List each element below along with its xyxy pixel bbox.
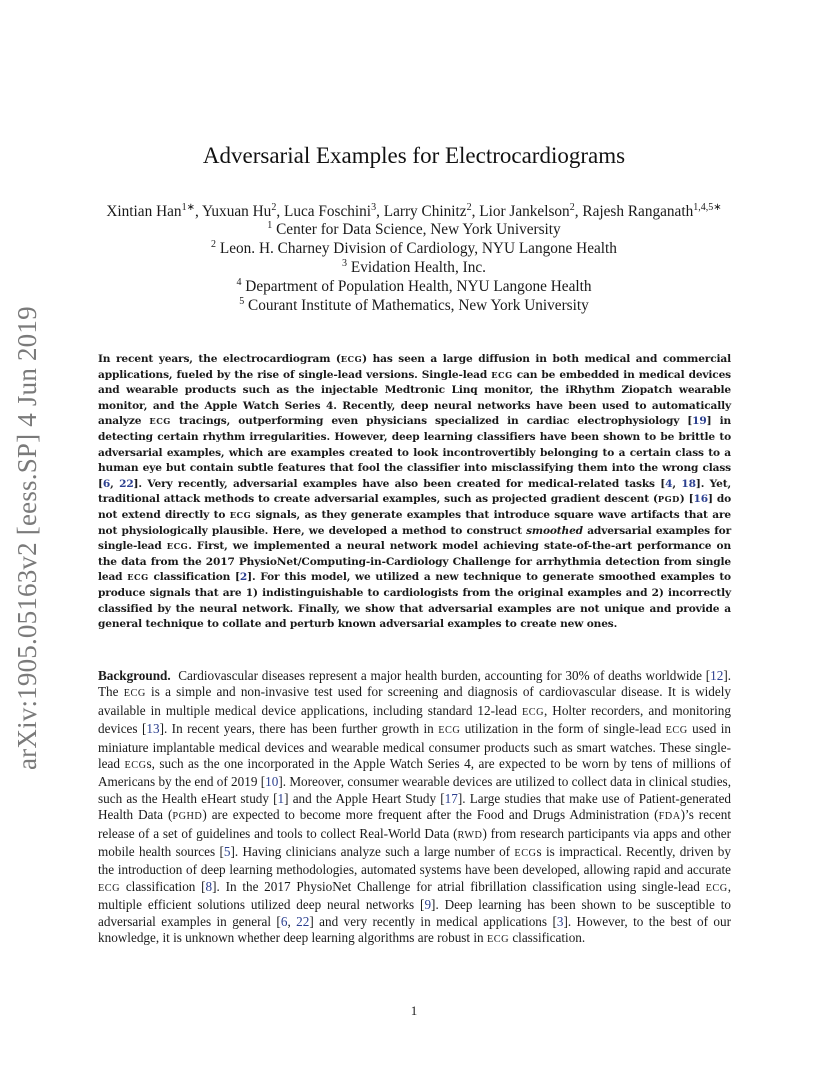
author-name: Luca Foschini [283,203,372,221]
acronym: PGD [657,494,680,505]
citation-link[interactable]: 6 [280,913,288,929]
background-paragraph: Background. Cardiovascular diseases represent a major health burden, accounting for 30% of deaths worldwide [12]. The ECG is a simple and non-invasive test used for screening and diagnosis of cardiovascular disease. It is widely available in multiple medical device applications, including standard 12-lead ECG, Holter recorders, and monitoring devices [13]. In recent years, there has been further growth in ECG utilization in the form of single-lead ECG used in miniature implantable medical devices and wearable medical consumer products such as smart watches. These single-lead ECGs, such as the one incorporated in the Apple Watch Series 4, are expected to be worn by tens of millions of Americans by the end of 2019 [10]. Moreover, consumer wearable devices are utilized to collect data in clinical studies, such as the Health eHeart study [1] and the Apple Heart Study [17]. Large studies that make use of Patient-generated Health Data (PGHD) are expected to become more frequent after the Food and Drugs Administration (FDA)’s recent release of a set of guidelines and tools to collect Real-World Data (RWD) from research participants via apps and other mobile health sources [5]. Having clinicians analyze such a large number of ECGs is impractical. Recently, driven by the introduction of deep learning methodologies, automated systems have been developed, allowing rapid and accurate ECG classification [8]. In the 2017 PhysioNet Challenge for atrial fibrillation classification using single-lead ECG, multiple efficient solutions utilized deep neural networks [9]. Deep learning has been shown to be susceptible to adversarial examples in general [6, 22] and very recently in medical applications [3]. However, to the best of our knowledge, it is unknown whether deep learning algorithms are robust in ECG classification. [98,668,732,946]
affiliation-text: Department of Population Health, NYU Langone Health [241,278,592,296]
author-affiliation-marker: 2 [569,202,575,213]
author-affiliation-marker: 1,4,5∗ [693,202,722,213]
citation-link[interactable]: 13 [146,721,160,737]
citation-link[interactable]: 10 [265,774,279,790]
citation-link[interactable]: 6 [102,477,111,490]
citation-link[interactable]: 22 [119,477,134,490]
abstract: In recent years, the electrocardiogram (ECG) has seen a large diffusion in both medical and commercial applications, fueled by the rise of single-lead versions. Single-lead ECG can be embedded in medical devices and wearable products such as the injectable Medtronic Linq monitor, the iRhythm Ziopatch wearable monitor, and the Apple Watch Series 4. Recently, deep neural networks have been used to automatically analyze ECG tracings, outperforming even physicians specialized in cardiac electrophysiology [19] in detecting certain rhythm irregularities. However, deep learning classifiers have been shown to be brittle to adversarial examples, which are examples created to look incontrovertibly belonging to a certain class to a human eye but contain subtle features that fool the classifier into misclassifying them into the wrong class [6, 22]. Very recently, adversarial examples have also been created for medical-related tasks [4, 18]. Yet, traditional attack methods to create adversarial examples, such as projected gradient descent (PGD) [16] do not extend directly to ECG signals, as they generate examples that introduce square wave artifacts that are not physiologically plausible. Here, we developed a method to construct smoothed adversarial examples for single-lead ECG. First, we implemented a neural network model achieving state-of-the-art performance on the data from the 2017 PhysioNet/Computing-in-Cardiology Challenge for arrhythmia detection from single lead ECG classification [2]. For this model, we utilized a new technique to generate smoothed examples to produce signals that are 1) indistinguishable to cardiologists from the original examples and 2) incorrectly classified by the neural network. Finally, we show that adversarial examples are not unique and provide a general technique to collate and perturb known adversarial examples to create new ones. [98,353,732,631]
citation-link[interactable]: 5 [223,844,231,860]
acronym: ECG [340,354,363,364]
citation-link[interactable]: 9 [424,897,432,913]
citation-link[interactable]: 12 [710,668,724,683]
acronym: ECG [665,725,688,737]
author-name: Larry Chinitz [383,203,467,221]
acronym: PGHD [172,811,203,823]
citation-link[interactable]: 4 [665,477,673,490]
acronym: ECG [705,882,728,894]
citation-link[interactable]: 3 [556,913,564,929]
citation-link[interactable]: 18 [681,477,696,490]
affiliation-number: 2 [211,239,217,250]
page-number: 1 [410,1003,418,1018]
affiliation-number: 3 [342,258,348,269]
author-list: Xintian Han$^{1∗}$, Yuxuan Hu$^2$, Luca Foschini$^3$, Larry Chinitz$^2$, Lior Jankelson$^2$, Rajesh Ranganath$^{1,4,5∗}$ [106,202,722,221]
author-affiliation-marker: 1∗ [181,202,195,213]
acronym: ECG [486,934,510,946]
affiliation [0,292,828,315]
acronym: ECG [229,509,252,520]
acronym: FDA [658,811,681,823]
acronym: ECG [166,541,189,552]
acronym: ECG [149,416,171,427]
citation-link[interactable]: 22 [296,913,310,929]
author-affiliation-marker: 2 [466,202,472,213]
affiliation-text: Leon. H. Charney Division of Cardiology, NYU Langone Health [216,240,617,258]
acronym: ECG [521,706,545,718]
citation-link[interactable]: 2 [239,571,248,584]
affiliation-number: 4 [236,277,242,288]
author-affiliation-marker: 2 [271,202,277,213]
affiliation-text: Evidation Health, Inc. [347,259,486,277]
acronym: ECG [514,848,537,860]
affiliation-number: 1 [267,220,273,231]
author-name: Lior Jankelson [479,203,570,221]
author-name: Xintian Han [106,203,182,221]
citation-link[interactable]: 8 [205,878,213,894]
citation-link[interactable]: 16 [693,493,708,506]
author-name: Rajesh Ranganath [582,203,694,221]
citation-link[interactable]: 17 [444,790,458,806]
acronym: ECG [127,572,149,583]
affiliation-number: 5 [239,296,245,307]
author-affiliation-marker: 3 [371,202,377,213]
paper-title: Adversarial Examples for Electrocardiograms [202,143,626,168]
acronym: RWD [457,829,483,841]
author-name: Yuxuan Hu [202,203,272,221]
acronym: ECG [491,369,513,380]
arxiv-identifier: arXiv:1905.05163v2 [eess.SP] 4 Jun 2019 [12,306,42,770]
acronym: ECG [124,760,147,772]
affiliation-text: Center for Data Science, New York University [272,221,561,239]
affiliation-text: Courant Institute of Mathematics, New York University [244,297,589,315]
background-heading: Background [98,668,168,683]
acronym: ECG [438,725,461,737]
background-text: Cardiovascular diseases represent a major health burden, accounting for 30% of deaths worldwide [12]. The ECG is a simple and non-invasive test used for screening and diagnosis of cardiovascular disease. It is widely available in multiple medical device applications, including standard 12-lead ECG, Holter recorders, and monitoring devices [13]. In recent years, there has been further growth in ECG utilization in the form of single-lead ECG used in miniature implantable medical devices and wearable medical consumer products such as smart watches. These single-lead ECGs, such as the one incorporated in the Apple Watch Series 4, are expected to be worn by tens of millions of Americans by the end of 2019 [10]. Moreover, consumer wearable devices are utilized to collect data in clinical studies, such as the Health eHeart study [1] and the Apple Heart Study [17]. Large studies that make use of Patient-generated Health Data (PGHD) are expected to become more frequent after the Food and Drugs Administration (FDA)’s recent release of a set of guidelines and tools to collect Real-World Data (RWD) from research participants via apps and other mobile health sources [5]. Having clinicians analyze such a large number of ECGs is impractical. Recently, driven by the introduction of deep learning methodologies, automated systems have been developed, allowing rapid and accurate ECG classification [8]. In the 2017 PhysioNet Challenge for atrial fibrillation classification using single-lead ECG, multiple efficient solutions utilized deep neural networks [9]. Deep learning has been shown to be susceptible to adversarial examples in general [6, 22] and very recently in medical applications [3]. However, to the best of our knowledge, it is unknown whether deep learning algorithms are robust in ECG classification. [98,668,732,946]
citation-link[interactable]: 19 [692,415,707,428]
citation-link[interactable]: 1 [277,790,285,806]
acronym: ECG [98,882,121,894]
acronym: ECG [123,688,146,700]
